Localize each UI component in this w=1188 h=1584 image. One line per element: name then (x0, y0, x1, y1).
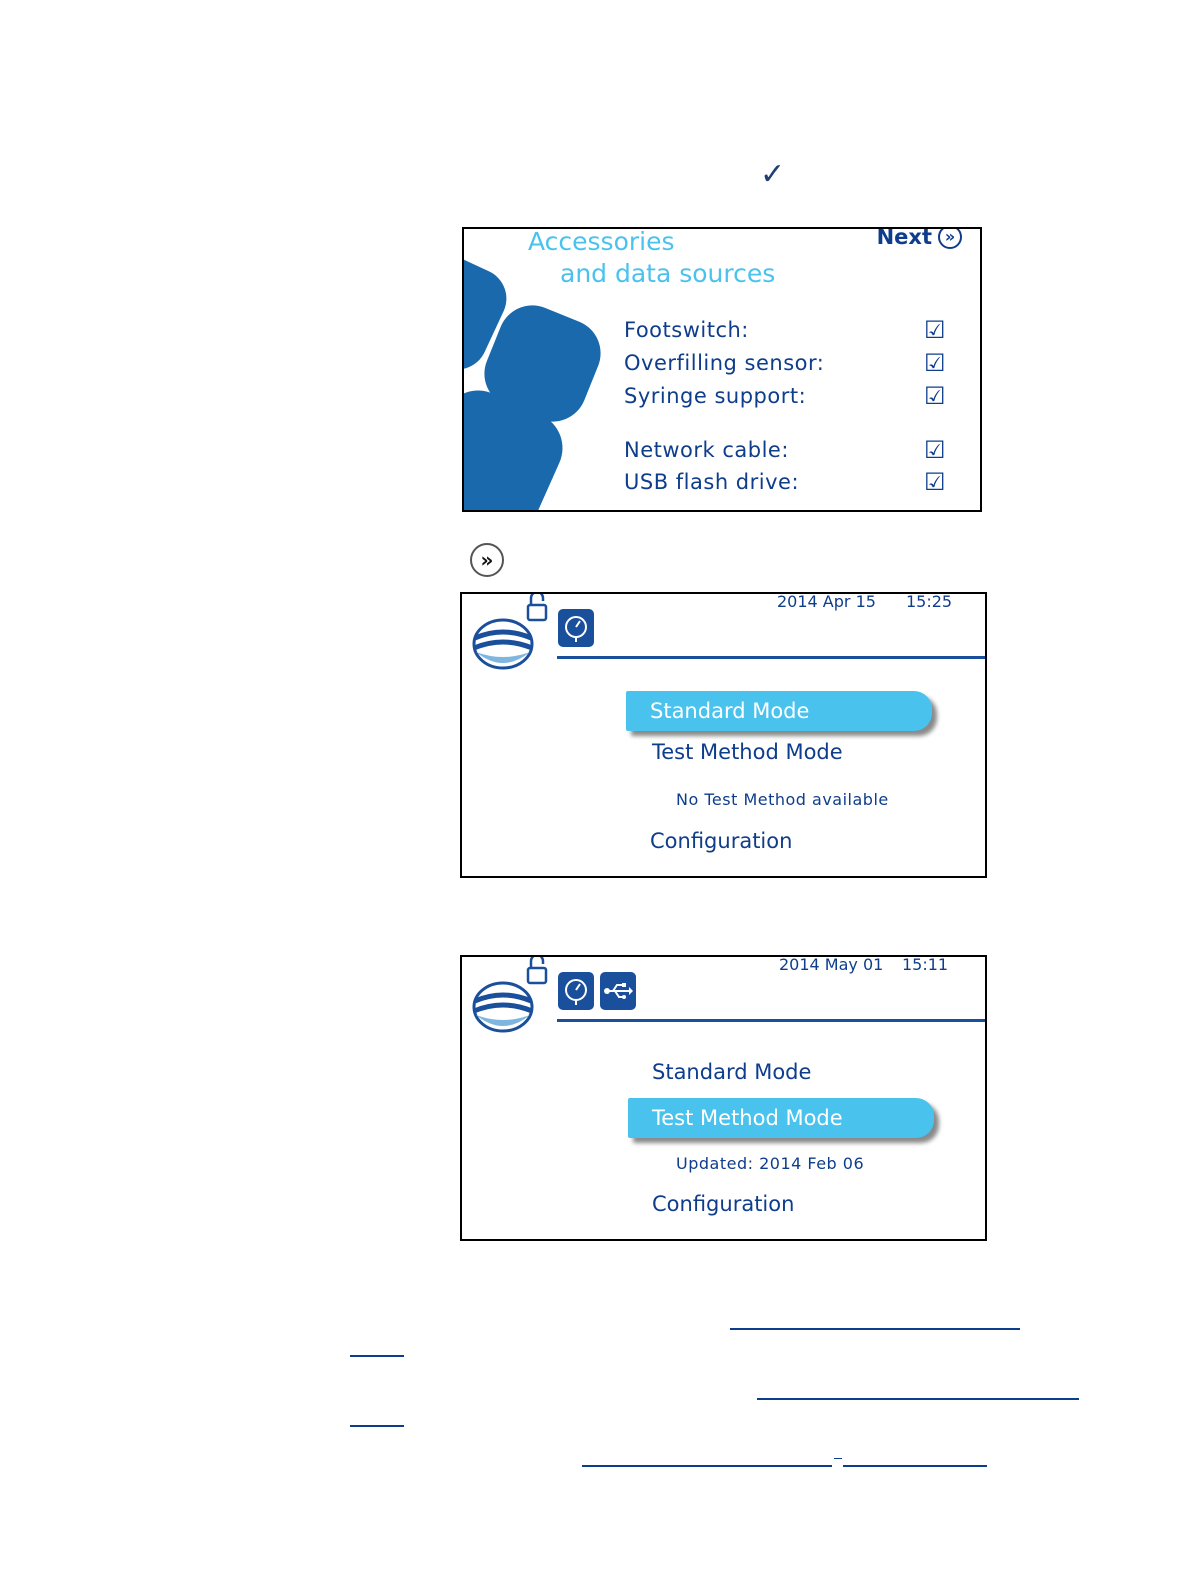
pressure-gauge-icon (558, 972, 594, 1010)
time-display: 15:25 (906, 592, 953, 611)
header-divider (557, 1019, 985, 1022)
menu-item-configuration[interactable]: Configuration (650, 829, 793, 853)
menu-item-test-method-mode[interactable]: Test Method Mode (628, 1098, 934, 1138)
test-method-updated: Updated: 2014 Feb 06 (676, 1154, 865, 1173)
accessory-label: USB flash drive: (624, 470, 800, 494)
checkbox-checked-icon[interactable]: ☑ (923, 468, 946, 496)
link-underline[interactable] (350, 1425, 404, 1427)
accessory-label: Syringe support: (624, 384, 807, 408)
menu-item-test-method-mode[interactable]: Test Method Mode (652, 740, 843, 764)
accessory-row-usb-flash-drive (624, 467, 946, 497)
date-display: 2014 Apr 15 (777, 592, 876, 611)
link-underline[interactable] (730, 1328, 1020, 1330)
time-display: 15:11 (902, 955, 949, 974)
menu-item-configuration[interactable]: Configuration (652, 1192, 795, 1216)
accessory-label: Footswitch: (624, 318, 749, 342)
link-underline[interactable] (350, 1355, 404, 1357)
screen-title: Accessories (528, 227, 675, 256)
unlocked-icon (526, 592, 548, 622)
checkbox-checked-icon[interactable]: ☑ (923, 436, 946, 464)
checkmark-icon: ✓ (760, 157, 786, 192)
usb-icon (600, 972, 636, 1010)
link-underline[interactable] (582, 1465, 832, 1467)
date-display: 2014 May 01 (779, 955, 884, 974)
pressure-gauge-icon (558, 609, 594, 647)
accessory-row-footswitch (624, 315, 946, 345)
link-underline (834, 1458, 842, 1459)
menu-item-standard-mode[interactable]: Standard Mode (626, 691, 932, 731)
device-logo-icon (472, 981, 534, 1033)
menu-item-standard-mode[interactable]: Standard Mode (652, 1060, 812, 1084)
accessory-row-syringe-support (624, 381, 946, 411)
accessories-screen (462, 227, 982, 512)
screen-subtitle: and data sources (560, 259, 776, 288)
home-screen-standard-selected (460, 592, 987, 878)
checkbox-checked-icon[interactable]: ☑ (923, 316, 946, 344)
unlocked-icon (526, 955, 548, 985)
accessory-label: Overfilling sensor: (624, 351, 825, 375)
device-logo-icon (472, 618, 534, 670)
checkbox-checked-icon[interactable]: ☑ (923, 349, 946, 377)
next-arrow-icon: » (938, 227, 962, 249)
accessory-row-overfilling-sensor (624, 348, 946, 378)
accessory-label: Network cable: (624, 438, 789, 462)
next-label: Next (876, 227, 932, 249)
home-screen-test-method-selected (460, 955, 987, 1241)
link-underline[interactable] (757, 1398, 1079, 1400)
test-method-status: No Test Method available (676, 790, 889, 809)
link-underline[interactable] (843, 1465, 987, 1467)
header-divider (557, 656, 985, 659)
accessory-row-network-cable (624, 435, 946, 465)
next-button[interactable] (877, 227, 962, 249)
next-arrow-icon: » (470, 543, 504, 577)
checkbox-checked-icon[interactable]: ☑ (923, 382, 946, 410)
